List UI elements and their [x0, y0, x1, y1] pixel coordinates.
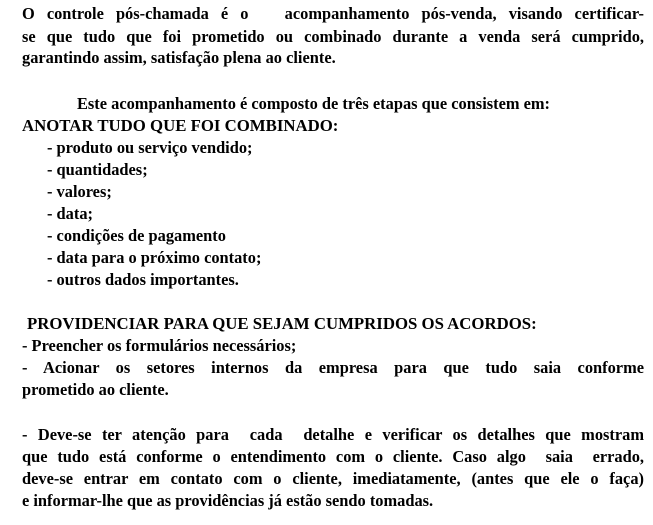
intro-line: garantindo assim, satisfação plena ao cliente.: [22, 48, 336, 67]
list-item: - data;: [47, 204, 93, 223]
intro-line: O controle pós-chamada é o acompanhamento pós-venda, visando certificar-: [22, 4, 644, 23]
closing-line: e informar-lhe que as providências já estão sendo tomadas.: [22, 491, 434, 510]
list-item: - condições de pagamento: [47, 226, 226, 245]
closing-line: deve-se entrar em contato com o cliente, imediatamente, (antes que ele o faça): [22, 469, 644, 488]
intro-line: se que tudo que foi prometido ou combinado durante a venda será cumprido,: [22, 27, 644, 46]
section-heading: ANOTAR TUDO QUE FOI COMBINADO:: [22, 116, 339, 135]
closing-line: - Deve-se ter atenção para cada detalhe e verificar os detalhes que mostram: [22, 425, 644, 444]
list-item: - outros dados importantes.: [47, 270, 239, 289]
closing-line: que tudo está conforme o entendimento com o cliente. Caso algo saia errado,: [22, 447, 644, 466]
stages-intro-text: Este acompanhamento é composto de três etapas que consistem em:: [77, 94, 550, 113]
list-item-continuation: prometido ao cliente.: [22, 380, 169, 399]
section-heading: PROVIDENCIAR PARA QUE SEJAM CUMPRIDOS OS ACORDOS:: [27, 314, 537, 333]
list-item: - Preencher os formulários necessários;: [22, 336, 297, 355]
list-item: - valores;: [47, 182, 112, 201]
list-item: - produto ou serviço vendido;: [47, 138, 253, 157]
list-item: - Acionar os setores internos da empresa para que tudo saia conforme: [22, 358, 644, 377]
list-item: - data para o próximo contato;: [47, 248, 262, 267]
list-item: - quantidades;: [47, 160, 148, 179]
